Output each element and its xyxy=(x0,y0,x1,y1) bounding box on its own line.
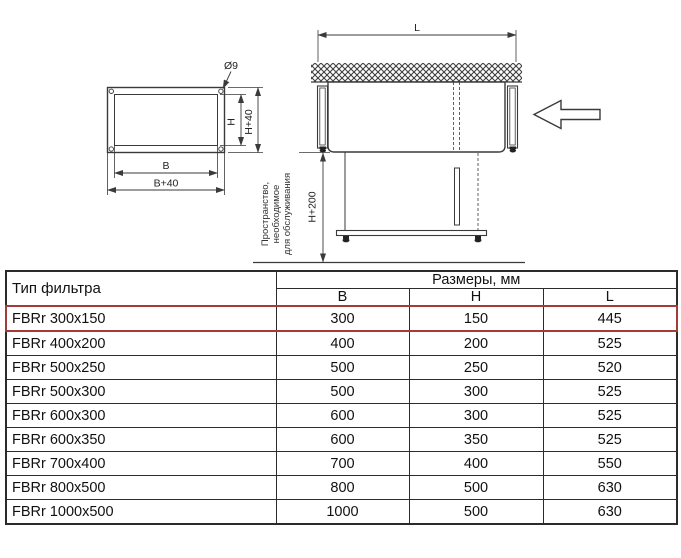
front-view-drawing xyxy=(108,72,264,196)
hole-leader-line xyxy=(223,72,231,89)
cell-b: 600 xyxy=(276,404,409,428)
col-header-l: L xyxy=(543,289,677,307)
table-header-row xyxy=(6,271,677,289)
cell-b: 700 xyxy=(276,452,409,476)
airflow-arrow xyxy=(534,101,600,129)
table-row xyxy=(6,404,677,428)
hole-diameter-label: Ø9 xyxy=(224,60,239,72)
cell-b: 400 xyxy=(276,331,409,356)
cell-filter-type: FBRr 500x250 xyxy=(6,356,276,380)
tray-foot xyxy=(343,238,350,242)
cell-filter-type: FBRr 500x300 xyxy=(6,380,276,404)
col-header-filter-type: Тип фильтра xyxy=(6,271,276,306)
col-header-h: H xyxy=(409,289,543,307)
ceiling-hatch xyxy=(311,63,522,82)
table-row xyxy=(6,356,677,380)
cell-filter-type: FBRr 700x400 xyxy=(6,452,276,476)
table-row xyxy=(6,476,677,500)
mounting-hole xyxy=(109,89,113,93)
cell-h: 200 xyxy=(409,331,543,356)
table-row xyxy=(6,380,677,404)
flange-bolt xyxy=(510,149,516,153)
cell-filter-type: FBRr 600x350 xyxy=(6,428,276,452)
cell-h: 400 xyxy=(409,452,543,476)
cell-h: 350 xyxy=(409,428,543,452)
cell-l: 525 xyxy=(543,331,677,356)
tray-foot xyxy=(475,238,482,242)
mounting-hole xyxy=(109,147,113,151)
dim-h200-label: H+200 xyxy=(306,191,319,223)
dim-l-label: L xyxy=(414,22,420,34)
cell-l: 445 xyxy=(543,306,677,331)
cell-l: 520 xyxy=(543,356,677,380)
cell-b: 300 xyxy=(276,306,409,331)
cell-l: 550 xyxy=(543,452,677,476)
cell-h: 500 xyxy=(409,476,543,500)
flange-outer-frame xyxy=(108,88,225,153)
left-flange xyxy=(318,86,328,148)
cell-h: 250 xyxy=(409,356,543,380)
cell-filter-type: FBRr 300x150 xyxy=(6,306,276,331)
cell-b: 1000 xyxy=(276,500,409,525)
cell-l: 630 xyxy=(543,500,677,525)
flange-bolt xyxy=(320,149,326,153)
filter-dimensions-table xyxy=(5,270,678,525)
cell-l: 630 xyxy=(543,476,677,500)
right-flange xyxy=(508,86,518,148)
unit-body xyxy=(328,82,505,152)
technical-drawings xyxy=(0,0,681,270)
table-row xyxy=(6,452,677,476)
mounting-hole xyxy=(219,147,223,151)
cell-b: 800 xyxy=(276,476,409,500)
flange-inner-frame xyxy=(115,95,218,146)
service-space-note-line: необходимое xyxy=(271,184,282,244)
col-header-dimensions-group: Размеры, мм xyxy=(276,271,677,289)
cell-filter-type: FBRr 800x500 xyxy=(6,476,276,500)
dim-h-label: H xyxy=(225,118,238,126)
table-row xyxy=(6,500,677,525)
filter-element-pulled xyxy=(455,168,460,225)
cell-l: 525 xyxy=(543,428,677,452)
service-space-note-line: Пространство, xyxy=(260,181,271,247)
service-tray xyxy=(337,231,487,236)
dim-b40-label: B+40 xyxy=(153,177,179,190)
side-view-drawing xyxy=(253,30,600,263)
cell-h: 150 xyxy=(409,306,543,331)
dim-h40-label: H+40 xyxy=(243,109,255,135)
cell-filter-type: FBRr 600x300 xyxy=(6,404,276,428)
cell-b: 500 xyxy=(276,356,409,380)
mounting-hole xyxy=(219,89,223,93)
cell-b: 600 xyxy=(276,428,409,452)
cell-h: 500 xyxy=(409,500,543,525)
table-row xyxy=(6,331,677,356)
table-row-highlighted xyxy=(6,306,677,331)
cell-b: 500 xyxy=(276,380,409,404)
service-space-note xyxy=(260,158,294,270)
cell-l: 525 xyxy=(543,404,677,428)
cell-h: 300 xyxy=(409,404,543,428)
service-space-note-line: для обслуживания xyxy=(282,172,293,256)
col-header-b: B xyxy=(276,289,409,307)
cell-filter-type: FBRr 1000x500 xyxy=(6,500,276,525)
dim-b-label: B xyxy=(162,160,170,172)
cell-h: 300 xyxy=(409,380,543,404)
cell-filter-type: FBRr 400x200 xyxy=(6,331,276,356)
table-row xyxy=(6,428,677,452)
cell-l: 525 xyxy=(543,380,677,404)
